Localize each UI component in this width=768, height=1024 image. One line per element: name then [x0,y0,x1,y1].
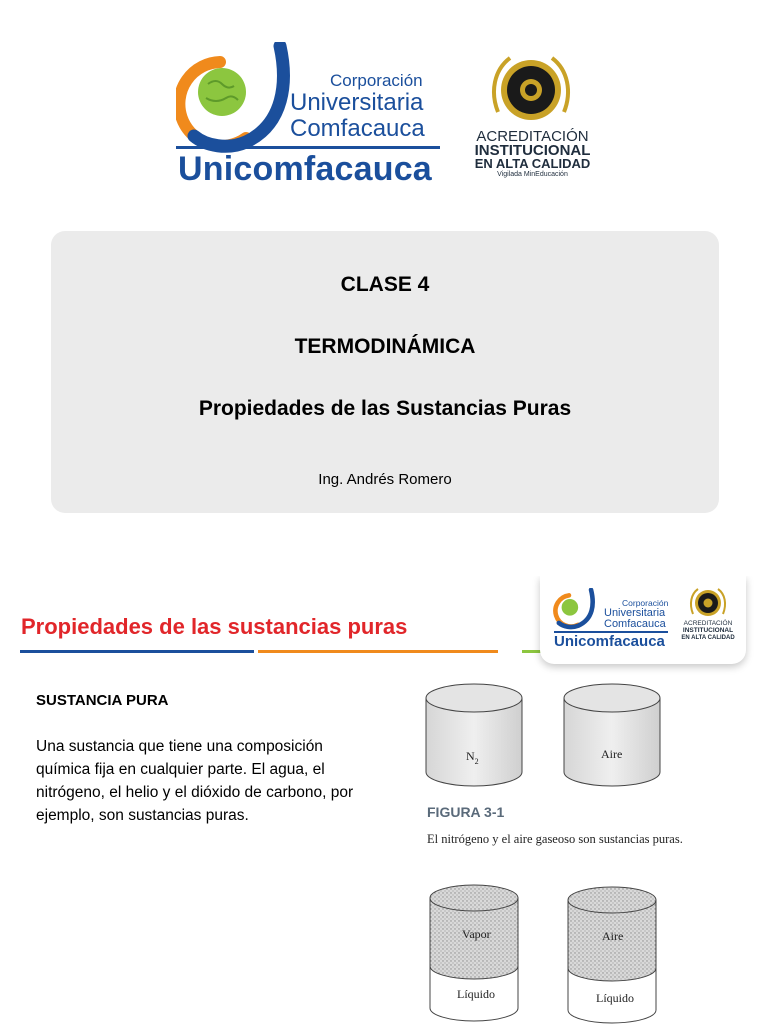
title-card [51,231,719,513]
accreditation-line-4: Vigilada MinEducación [497,171,568,178]
small-logo-universitaria: Universitaria [604,607,666,619]
class-number: CLASE 4 [340,273,430,296]
cylinders-bottom-illustration [410,884,710,1024]
slide-title: Propiedades de las sustancias puras [21,614,408,639]
accreditation-line-2: INSTITUCIONAL [474,142,591,159]
accreditation-line-3: EN ALTA CALIDAD [474,156,591,171]
content-slide [0,576,768,1024]
small-accreditation-seal-icon [688,586,728,620]
logo-brand-name: Unicomfacauca [178,150,432,188]
logo-text-comfacauca: Comfacauca [290,115,425,142]
title-underline-blue [20,650,254,653]
definition-text: Una sustancia que tiene una composición química fija en cualquier parte. El agua, el nitrógeno, el helio y el dióxido de carbono, por ejemplo, son sustancias puras. [36,738,354,824]
author-name: Ing. Andrés Romero [318,471,452,488]
figure-3-1 [410,676,710,1024]
subject-title: TERMODINÁMICA [294,335,476,358]
small-logo-brand: Unicomfacauca [554,633,665,650]
cylinder-3-top-label: Vapor [462,927,491,941]
small-logo-comfacauca: Comfacauca [604,618,666,630]
cylinder-3-bottom-label: Líquido [457,987,495,1001]
topic-title: Propiedades de las Sustancias Puras [198,397,572,420]
accreditation-seal-icon [488,52,574,128]
figure-label: FIGURA 3-1 [427,804,505,820]
small-accreditation-line-2: INSTITUCIONAL [682,627,734,634]
cylinder-2-label: Aire [601,747,623,761]
cylinders-top-illustration [410,676,710,796]
logo-divider [176,146,440,149]
small-logo-corporacion: Corporación [622,598,669,608]
unicomfacauca-logo-mark-small [552,588,608,634]
section-heading: SUSTANCIA PURA [36,692,169,709]
cylinder-1-label: $N_2$ [466,749,479,766]
small-accreditation-line-1: ACREDITACIÓN [683,620,733,627]
accreditation-line-1: ACREDITACIÓN [476,128,589,145]
figure-caption: El nitrógeno y el aire gaseoso son sustancias puras. [427,832,683,846]
cylinder-4-bottom-label: Líquido [596,991,634,1005]
logo-text-corporacion: Corporación [330,71,423,90]
title-underline-orange [258,650,498,653]
header-logo-box [540,576,746,664]
small-accreditation-line-3: EN ALTA CALIDAD [681,635,735,641]
cylinder-4-top-label: Aire [602,929,624,943]
logo-text-universitaria: Universitaria [290,89,424,116]
